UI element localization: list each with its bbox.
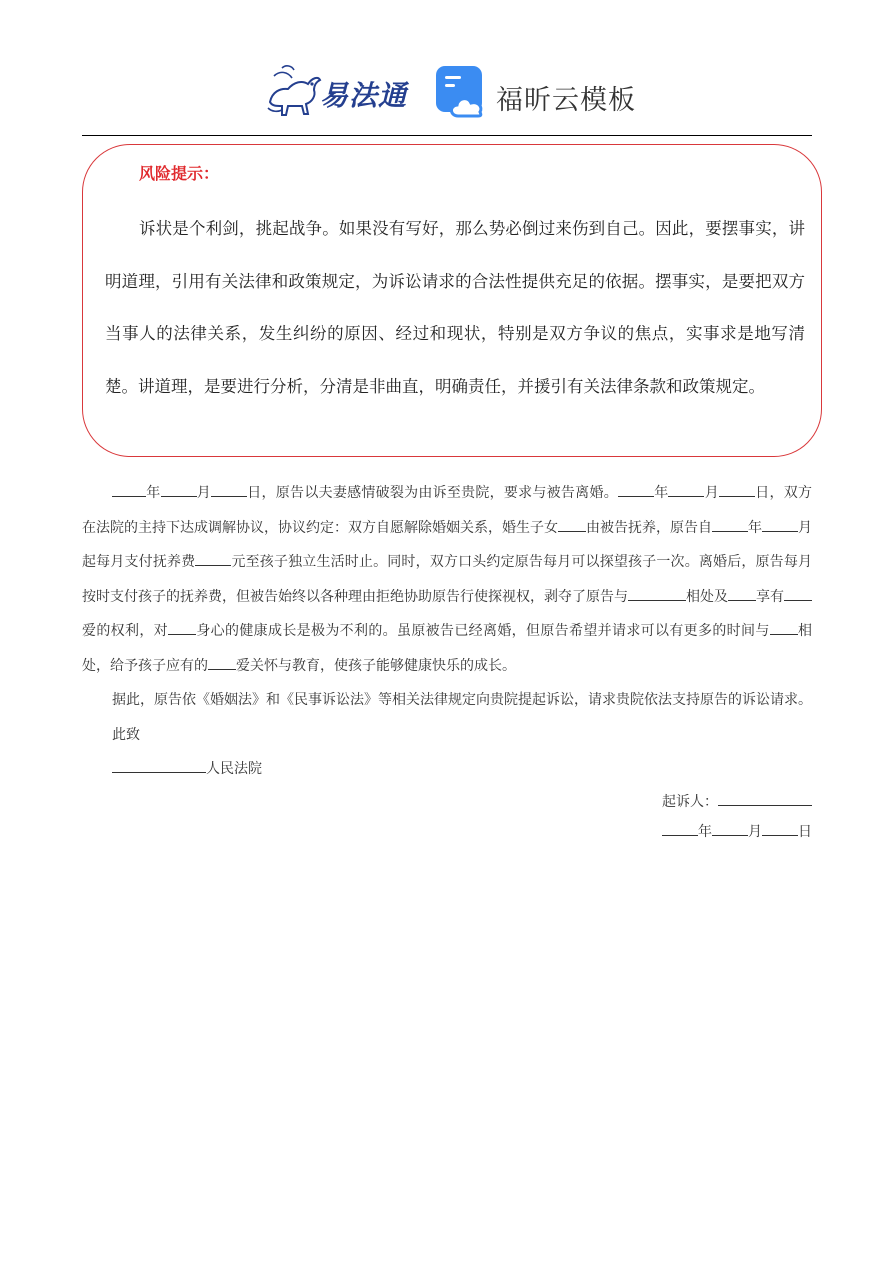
request-paragraph: 据此，原告依《婚姻法》和《民事诉讼法》等相关法律规定向贵院提起诉讼，请求贵院依法支持原告的诉讼请求。 xyxy=(112,692,812,708)
cloud-document-icon xyxy=(436,66,488,118)
blank-month[interactable] xyxy=(161,482,197,497)
blank-day[interactable] xyxy=(762,821,798,836)
blank-year[interactable] xyxy=(662,821,698,836)
blank-day[interactable] xyxy=(719,482,755,497)
blank-child[interactable] xyxy=(628,586,686,601)
fact-paragraph: 年 月 日，原告以夫妻感情破裂为由诉至贵院，要求与被告离婚。 年 月 日，双方在法院的主持下达成调解协议，协议约定：双方自愿解除婚姻关系，婚生子女 由被告抚养，原告自 年 月起每月支付抚养费 元至孩子独立生活时止。同时，双方口头约定原告每月可以探望孩子一次。离婚后，原告每月按时支付孩子的抚养费，但被告始终以各种理由拒绝协助原告行使探视权，剥夺了原告与 相处及 享有爱的权利，对 身心的健康成长是极为不利的。虽原被告已经离婚，但原告希望并请求可以有更多的时间与 相处，给予孩子应有的 爱关怀与教育，使孩子能够健康快乐的成长。 xyxy=(82,476,812,683)
yifatong-brand-text: 易法通 xyxy=(320,79,408,112)
blank-child[interactable] xyxy=(728,586,756,601)
blank-year[interactable] xyxy=(112,482,146,497)
court-line: 人民法院 xyxy=(82,752,812,787)
header-divider xyxy=(82,135,812,136)
risk-warning-box xyxy=(82,144,822,457)
blank-court[interactable] xyxy=(112,758,206,773)
risk-body-text: 诉状是个利剑，挑起战争。如果没有写好，那么势必倒过来伤到自己。因此，要摆事实，讲明道理，引用有关法律和政策规定，为诉讼请求的合法性提供充足的依据。摆事实，是要把双方当事人的法律关系，发生纠纷的原因、经过和现状，特别是双方争议的焦点，实事求是地写清楚。讲道理，是要进行分析，分清是非曲直，明确责任，并援引有关法律条款和政策规定。 xyxy=(105,219,805,396)
blank-month[interactable] xyxy=(712,821,748,836)
page-header xyxy=(0,58,893,122)
signature-date: 年 月 日 xyxy=(82,817,812,847)
blank-year[interactable] xyxy=(618,482,654,497)
blank-child[interactable] xyxy=(770,620,798,635)
blank-amount[interactable] xyxy=(195,551,231,566)
blank-parent[interactable] xyxy=(784,586,812,601)
closing-text: 此致 xyxy=(112,726,140,743)
qilin-icon xyxy=(262,62,322,120)
plaintiff-signature: 起诉人： xyxy=(82,787,812,817)
risk-title: 风险提示： xyxy=(139,164,220,183)
yifatong-logo xyxy=(262,62,412,120)
fuxin-brand-text: 福昕云模板 xyxy=(496,85,636,116)
complaint-document xyxy=(82,476,812,847)
blank-month[interactable] xyxy=(762,517,798,532)
blank-child[interactable] xyxy=(558,517,586,532)
blank-day[interactable] xyxy=(211,482,247,497)
blank-year[interactable] xyxy=(712,517,748,532)
blank-month[interactable] xyxy=(668,482,704,497)
blank-child[interactable] xyxy=(168,620,196,635)
blank-plaintiff[interactable] xyxy=(718,791,812,806)
blank-parent[interactable] xyxy=(208,655,236,670)
